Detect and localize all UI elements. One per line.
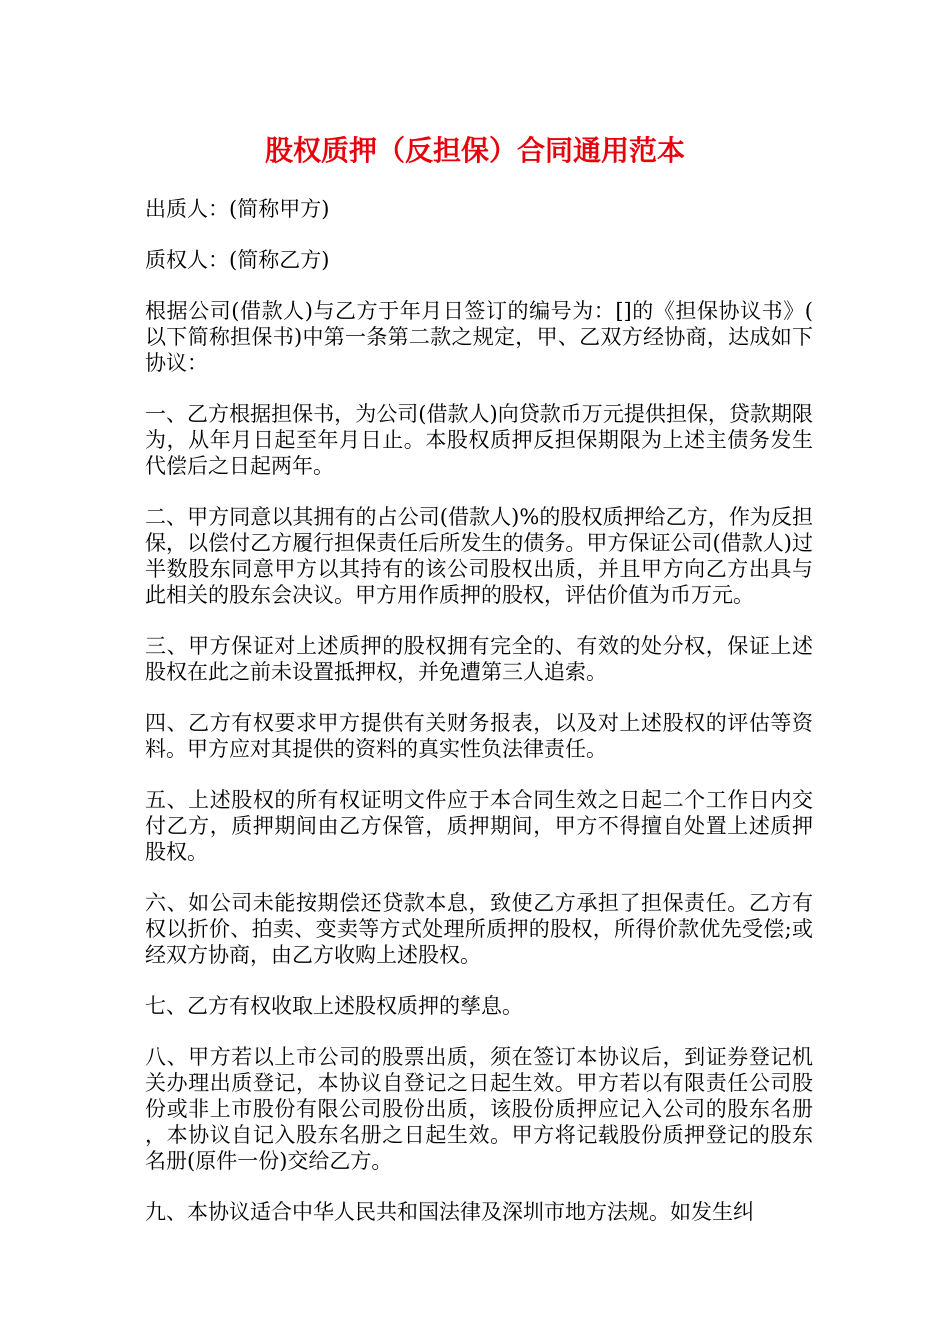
paragraph-clause-1: 一、乙方根据担保书，为公司(借款人)向贷款币万元提供担保，贷款期限为，从年月日起至年月日止。本股权质押反担保期限为上述主债务发生代偿后之日起两年。 bbox=[145, 402, 813, 478]
paragraph-pledgor: 出质人：(简称甲方) bbox=[145, 197, 330, 221]
paragraph-clause-3: 三、甲方保证对上述质押的股权拥有完全的、有效的处分权，保证上述股权在此之前未设置抵押权，并免遭第三人追索。 bbox=[145, 634, 813, 684]
paragraph-clause-6: 六、如公司未能按期偿还贷款本息，致使乙方承担了担保责任。乙方有权以折价、拍卖、变卖等方式处理所质押的股权，所得价款优先受偿;或经双方协商，由乙方收购上述股权。 bbox=[145, 891, 813, 967]
paragraph-pledgee: 质权人：(简称乙方) bbox=[145, 248, 330, 272]
paragraph-clause-8: 八、甲方若以上市公司的股票出质，须在签订本协议后，到证券登记机关办理出质登记，本协议自登记之日起生效。甲方若以有限责任公司股份或非上市股份有限公司股份出质，该股份质押应记入公司的股东名册，本协议自记入股东名册之日起生效。甲方将记载股份质押登记的股东名册(原件一份)交给乙方。 bbox=[145, 1045, 813, 1173]
paragraph-clause-4: 四、乙方有权要求甲方提供有关财务报表，以及对上述股权的评估等资料。甲方应对其提供的资料的真实性负法律责任。 bbox=[145, 711, 813, 761]
document-body bbox=[145, 196, 813, 1250]
paragraph-preamble: 根据公司(借款人)与乙方于年月日签订的编号为：[]的《担保协议书》(以下简称担保书)中第一条第二款之规定，甲、乙双方经协商，达成如下协议： bbox=[145, 299, 813, 375]
paragraph-clause-9: 九、本协议适合中华人民共和国法律及深圳市地方法规。如发生纠 bbox=[145, 1200, 754, 1224]
paragraph-clause-2: 二、甲方同意以其拥有的占公司(借款人)%的股权质押给乙方，作为反担保，以偿付乙方履行担保责任后所发生的债务。甲方保证公司(借款人)过半数股东同意甲方以其持有的该公司股权出质，并且甲方向乙方出具与此相关的股东会决议。甲方用作质押的股权，评估价值为币万元。 bbox=[145, 505, 813, 607]
paragraph-clause-7: 七、乙方有权收取上述股权质押的孳息。 bbox=[145, 994, 523, 1018]
document-title: 股权质押（反担保）合同通用范本 bbox=[264, 134, 685, 167]
paragraph-clause-5: 五、上述股权的所有权证明文件应于本合同生效之日起二个工作日内交付乙方，质押期间由乙方保管，质押期间，甲方不得擅自处置上述质押股权。 bbox=[145, 788, 813, 864]
